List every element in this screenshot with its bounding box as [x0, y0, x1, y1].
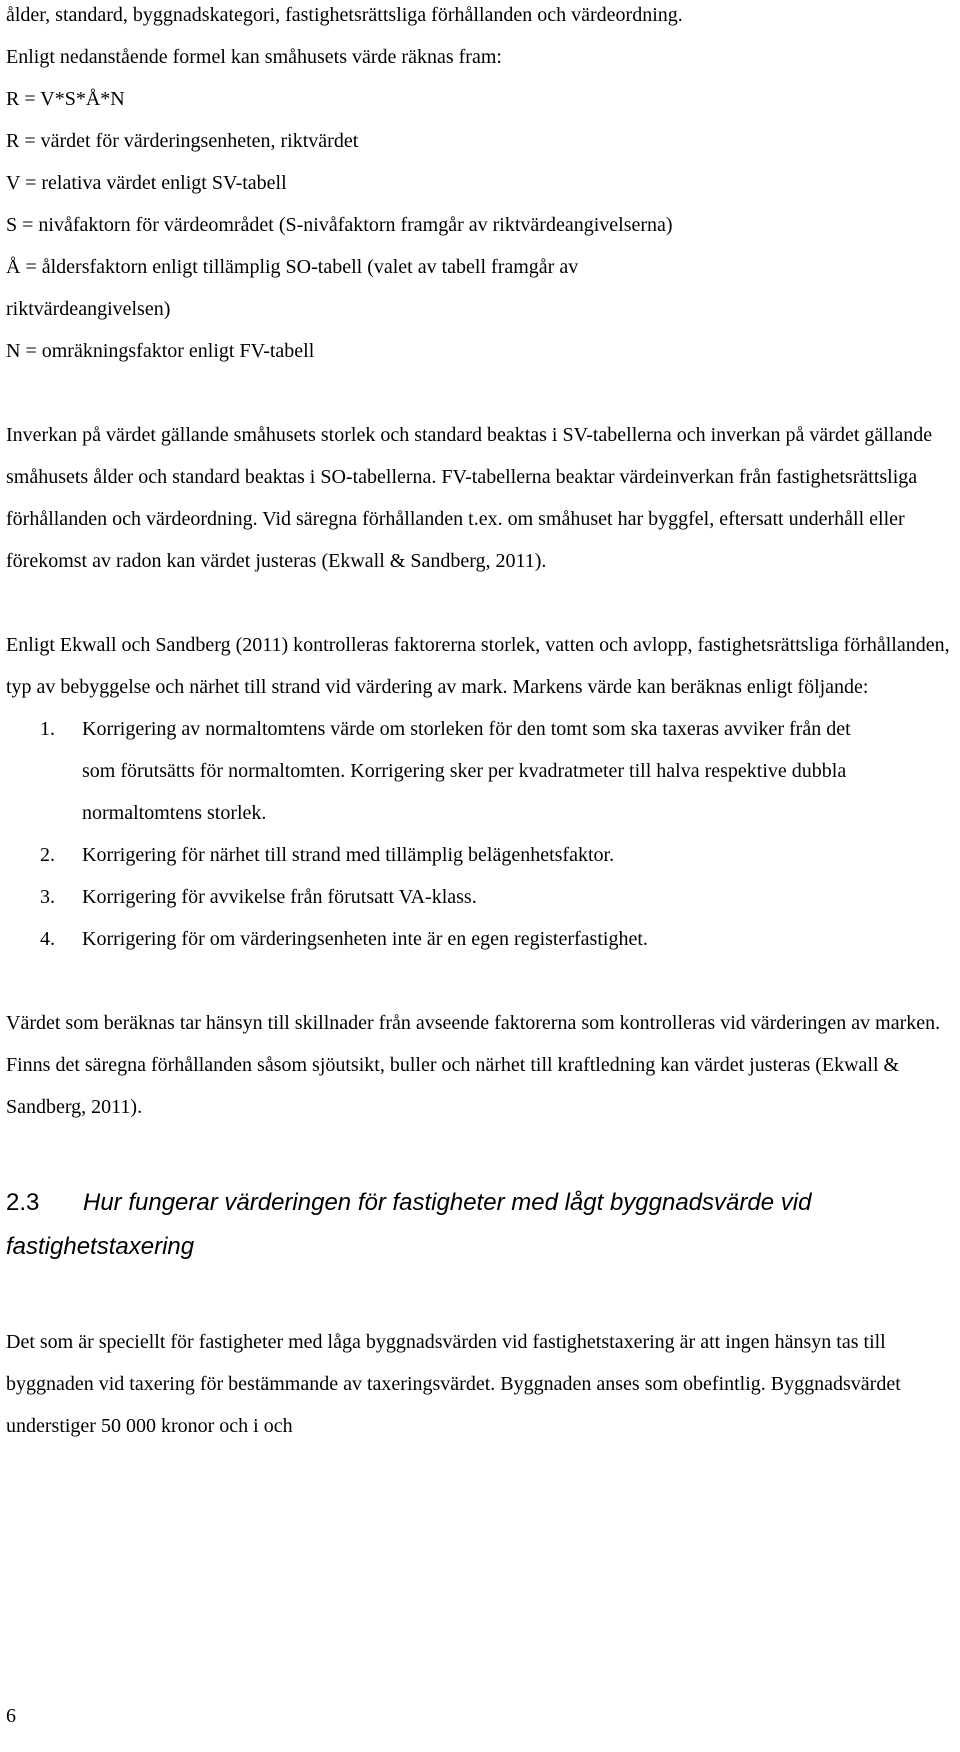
list-text: Korrigering för om värderingsenheten inte är en egen registerfastighet.: [82, 928, 648, 950]
paragraph: Enligt Ekwall och Sandberg (2011) kontrolleras faktorerna storlek, vatten och avlopp, fastighetsrättsliga förhållanden, typ av bebyggelse och närhet till strand vid värdering av mark. Markens värde kan beräknas enligt följande:: [6, 634, 950, 698]
formula-definition: N = omräkningsfaktor enligt FV-tabell: [6, 340, 315, 362]
list-item: [6, 876, 954, 918]
paragraph: Inverkan på värdet gällande småhusets storlek och standard beaktas i SV-tabellerna och inverkan på värdet gällande småhusets ålder och standard beaktas i SO-tabellerna. FV-tabellerna beaktar värdeinverkan från fastighetsrättsliga förhållanden och värdeordning. Vid säregna förhållanden t.ex. om småhuset har byggfel, eftersatt underhåll eller förekomst av radon kan värdet justeras (Ekwall & Sandberg, 2011).: [6, 424, 933, 572]
formula-definition: R = värdet för värderingsenheten, riktvärdet: [6, 130, 359, 152]
section-number: 2.3: [6, 1189, 40, 1216]
formula-block: [6, 0, 954, 372]
formula-definition: riktvärdeangivelsen): [6, 298, 171, 320]
section-heading: [6, 1181, 886, 1269]
list-number: 2.: [40, 844, 55, 866]
formula: R = V*S*Å*N: [6, 88, 125, 110]
list-item: [6, 834, 954, 876]
document-page: [6, 0, 954, 1447]
formula-definition: S = nivåfaktorn för värdeområdet (S-nivåfaktorn framgår av riktvärdeangivelserna): [6, 214, 673, 236]
page-number: 6: [6, 1705, 16, 1727]
list-number: 1.: [40, 718, 55, 740]
paragraph: Det som är speciellt för fastigheter med låga byggnadsvärden vid fastighetstaxering är att ingen hänsyn tas till byggnaden vid taxering för bestämmande av taxeringsvärdet. Byggnaden anses som obefintlig. Byggnadsvärdet understiger 50 000 kronor och i och: [6, 1331, 901, 1437]
list-number: 4.: [40, 928, 55, 950]
text-line: ålder, standard, byggnadskategori, fastighetsrättsliga förhållanden och värdeordning.: [6, 4, 683, 26]
list-text: Korrigering av normaltomtens värde om storleken för den tomt som ska taxeras avviker från det som förutsätts för normaltomten. Korrigering sker per kvadratmeter till halva respektive dubbla normaltomtens storlek.: [82, 718, 851, 824]
list-item: [6, 918, 954, 960]
numbered-list: [6, 708, 954, 960]
paragraph: Värdet som beräknas tar hänsyn till skillnader från avseende faktorerna som kontrolleras vid värderingen av marken. Finns det säregna förhållanden såsom sjöutsikt, buller och närhet till kraftledning kan värdet justeras (Ekwall & Sandberg, 2011).: [6, 1012, 941, 1118]
list-text: Korrigering för närhet till strand med tillämplig belägenhetsfaktor.: [82, 844, 615, 866]
formula-definition: V = relativa värdet enligt SV-tabell: [6, 172, 287, 194]
list-text: Korrigering för avvikelse från förutsatt VA-klass.: [82, 886, 477, 908]
list-item: [6, 708, 872, 834]
list-number: 3.: [40, 886, 55, 908]
text-line: Enligt nedanstående formel kan småhusets värde räknas fram:: [6, 46, 502, 68]
formula-definition: Å = åldersfaktorn enligt tillämplig SO-tabell (valet av tabell framgår av: [6, 256, 579, 278]
section-title: Hur fungerar värderingen för fastigheter med lågt byggnadsvärde vid fastighetstaxering: [6, 1189, 812, 1260]
